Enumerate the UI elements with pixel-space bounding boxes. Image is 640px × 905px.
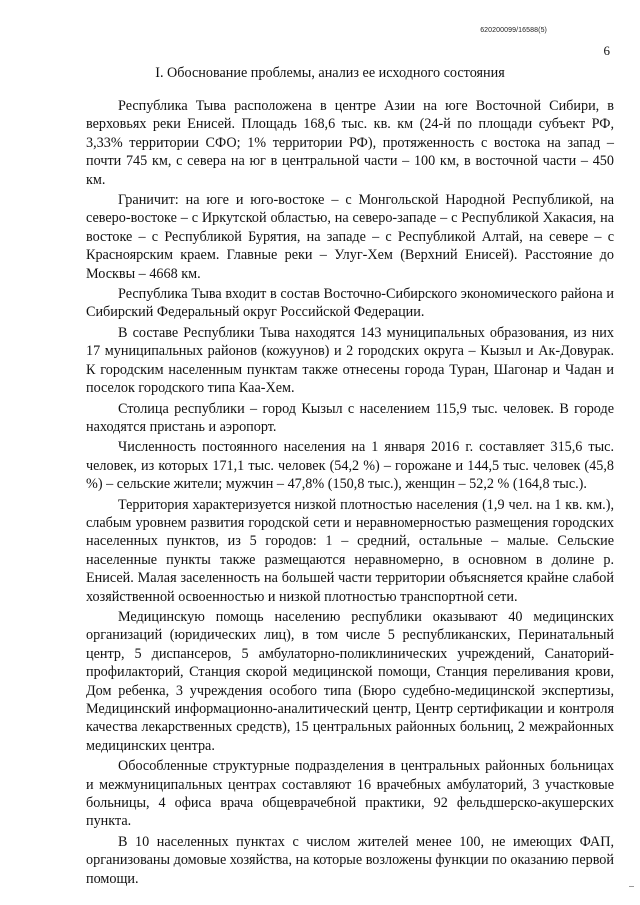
paragraph-territory: Территория характеризуется низкой плотностью населения (1,9 чел. на 1 кв. км.), слабым уровнем развития городской сети и неравномерностью размещения городских населенных пунктов, из 5 городов: 1 – средний, остальные – малые. Сельские населенные пункты также размещаются неравномерно, в основном в долине р. Енисей. Малая заселенность на большей части территории объясняется крайне слабой хозяйственной освоенностью и низкой плотностью транспортной сети.	[86, 496, 614, 605]
page-number: 6	[603, 43, 610, 58]
paragraph-location: Республика Тыва расположена в центре Азии на юге Восточной Сибири, в верховьях реки Енисей. Площадь 168,6 тыс. кв. км (24-й по площади субъект РФ, 3,33% территории СФО; 1% территории РФ), протяженность с востока на запад – почти 745 км, с севера на юг в центральной части – 100 км, в восточной части – 450 км.	[86, 98, 614, 188]
scan-mark	[629, 886, 634, 887]
section-title: I. Обоснование проблемы, анализ ее исходного состояния	[155, 65, 505, 81]
paragraph-municipalities: В составе Республики Тыва находятся 143 муниципальных образования, из них 17 муниципальных районов (кожуунов) и 2 городских округа – Кызыл и Ак-Довурак. К городским населенным пунктам также отнесены города Туран, Шагонар и Чадан и поселок городского типа Каа-Хем.	[86, 324, 614, 397]
paragraph-borders: Граничит: на юге и юго-востоке – с Монгольской Народной Республикой, на северо-востоке – с Иркутской областью, на северо-западе – с Республикой Хакасия, на востоке – с Республикой Бурятия, на западе – с Республикой Алтай, на севере – с Красноярским краем. Главные реки – Улуг-Хем (Верхний Енисей). Расстояние до Москвы – 4668 км.	[86, 192, 614, 282]
document-body	[86, 97, 614, 890]
paragraph-medical-organizations: Медицинскую помощь населению республики оказывают 40 медицинских организаций (юридических лиц), в том числе 5 республиканских, Перинатальный центр, 5 диспансеров, 5 амбулаторно-поликлинических учреждений, Санаторий-профилакторий, Станция скорой медицинской помощи, Станция переливания крови, Дом ребенка, 3 учреждения особого типа (Бюро судебно-медицинской экспертизы, Медицинский информационно-аналитический центр, Центр сертификации и контроля качества лекарственных средств), 15 центральных районных больниц, 2 межрайонных медицинских центра.	[86, 608, 614, 754]
paragraph-structural-units: Обособленные структурные подразделения в центральных районных больницах и межмуниципальных центрах составляют 16 врачебных амбулаторий, 3 участковые больницы, 4 офиса врача общеврачебной практики, 92 фельдшерско-акушерских пункта.	[86, 758, 614, 830]
paragraph-capital: Столица республики – город Кызыл с населением 115,9 тыс. человек. В городе находятся пристань и аэропорт.	[86, 400, 614, 435]
paragraph-federal-district: Республика Тыва входит в состав Восточно-Сибирского экономического района и Сибирский Федеральный округ Российской Федерации.	[86, 286, 614, 321]
paragraph-population: Численность постоянного населения на 1 января 2016 г. составляет 315,6 тыс. человек, из которых 171,1 тыс. человек (54,2 %) – горожане и 144,5 тыс. человек (45,8 %) – сельские жители; мужчин – 47,8% (150,8 тыс.), женщин – 52,2 % (164,8 тыс.).	[86, 439, 614, 493]
paragraph-household-first-aid: В 10 населенных пунктах с числом жителей менее 100, не имеющих ФАП, организованы домовые хозяйства, на которые возложены функции по оказанию первой помощи.	[86, 833, 614, 887]
document-code: 620200099/16588(5)	[480, 27, 547, 34]
